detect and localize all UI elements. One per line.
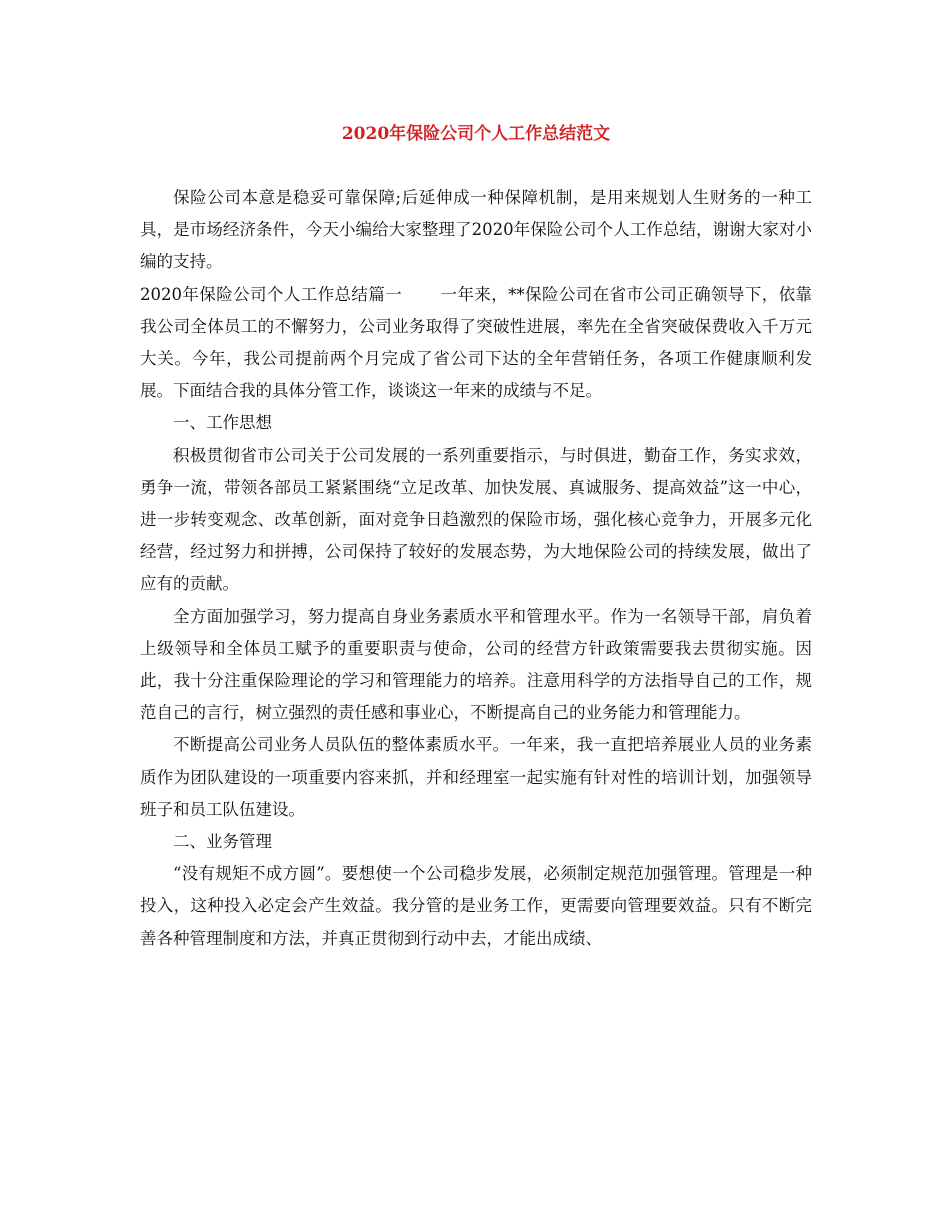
document-page: [140, 120, 812, 955]
paragraph-study: 全方面加强学习，努力提高自身业务素质水平和管理水平。作为一名领导干部，肩负着上级领导和全体员工赋予的重要职责与使命，公司的经营方针政策需要我去贯彻实施。因此，我十分注重保险理论的学习和管理能力的培养。注意用科学的方法指导自己的工作，规范自己的言行，树立强烈的责任感和事业心，不断提高自己的业务能力和管理能力。: [140, 606, 812, 723]
document-title: 2020年保险公司个人工作总结范文: [341, 124, 611, 144]
paragraph-staff-quality: 不断提高公司业务人员队伍的整体素质水平。一年来，我一直把培养展业人员的业务素质作为团队建设的一项重要内容来抓，并和经理室一起实施有针对性的培训计划，加强领导班子和员工队伍建设。: [140, 735, 812, 819]
part1-heading: 2020年保险公司个人工作总结篇一: [140, 284, 403, 304]
paragraph-work-thought: 积极贯彻省市公司关于公司发展的一系列重要指示，与时俱进，勤奋工作，务实求效，勇争一流，带领各部员工紧紧围绕“立足改革、加快发展、真诚服务、提高效益”这一中心，进一步转变观念、改革创新，面对竞争日趋激烈的保险市场，强化核心竞争力，开展多元化经营，经过努力和拼搏，公司保持了较好的发展态势，为大地保险公司的持续发展，做出了应有的贡献。: [140, 445, 812, 594]
section-heading-2: 二、业务管理: [173, 832, 272, 852]
part1-paragraph: [140, 279, 812, 408]
intro-paragraph: 保险公司本意是稳妥可靠保障;后延伸成一种保障机制，是用来规划人生财务的一种工具，是市场经济条件，今天小编给大家整理了2020年保险公司个人工作总结，谢谢大家对小编的支持。: [140, 188, 812, 272]
section-heading-1: 一、工作思想: [173, 413, 272, 433]
part1-text: 一年来，**保险公司在省市公司正确领导下，依靠我公司全体员工的不懈努力，公司业务取得了突破性进展，率先在全省突破保费收入千万元大关。今年，我公司提前两个月完成了省公司下达的全年营销任务，各项工作健康顺利发展。下面结合我的具体分管工作，谈谈这一年来的成绩与不足。: [140, 284, 813, 401]
paragraph-business-management: “没有规矩不成方圆”。要想使一个公司稳步发展，必须制定规范加强管理。管理是一种投入，这种投入必定会产生效益。我分管的是业务工作，更需要向管理要效益。只有不断完善各种管理制度和方法，并真正贯彻到行动中去，才能出成绩、: [140, 864, 812, 948]
